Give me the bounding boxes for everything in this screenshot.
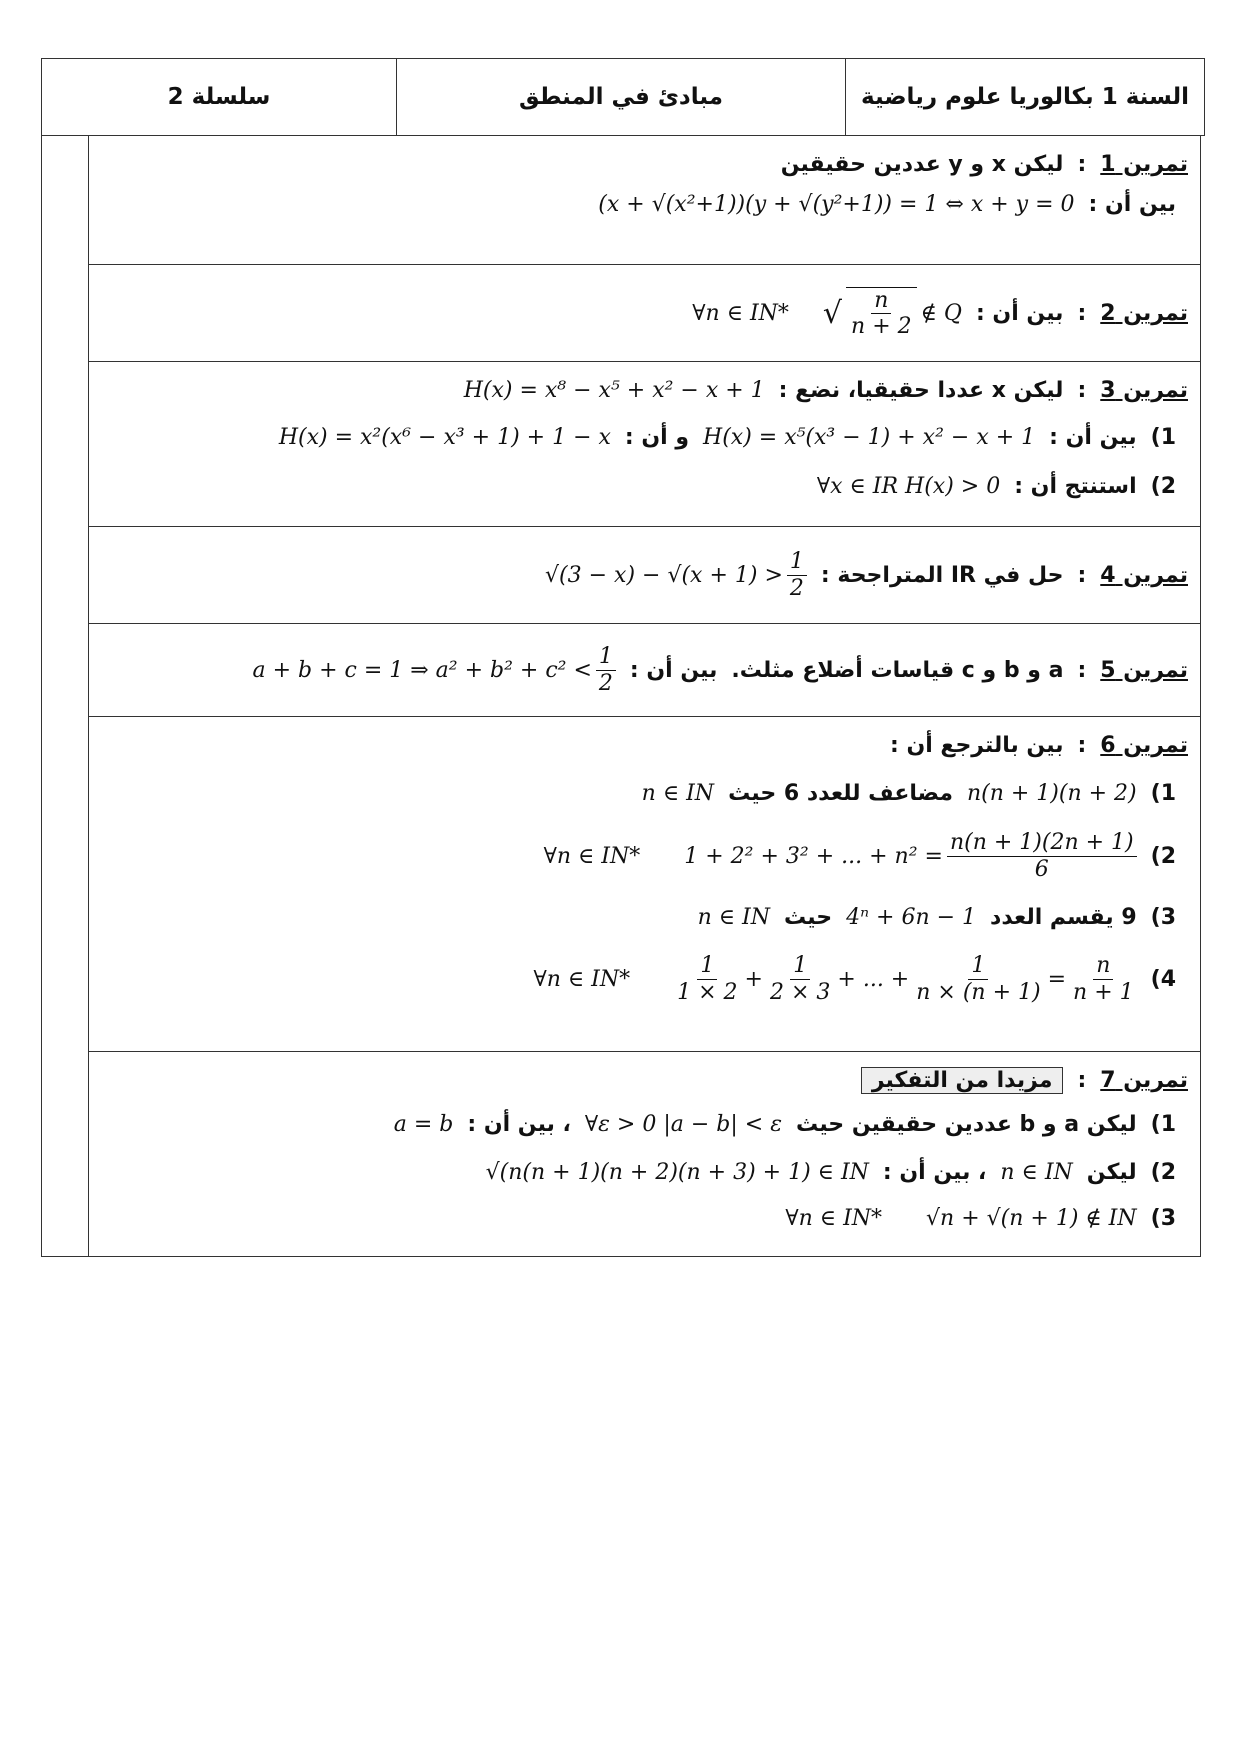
exercises-box bbox=[41, 136, 1201, 1257]
exercise-6-item-1-quantifier: n ∈ IN bbox=[641, 780, 715, 806]
exercise-6-item-1-text: مضاعف للعدد 6 حيث bbox=[728, 780, 953, 806]
exercise-7-item-2-formula: √(n(n + 1)(n + 2)(n + 3) + 1) ∈ IN bbox=[485, 1159, 869, 1185]
exercise-3-item-1-formula-1: H(x) = x⁵(x³ − 1) + x² − x + 1 bbox=[703, 424, 1036, 450]
exercise-5-frac-den: 2 bbox=[598, 670, 613, 696]
exercise-2: تمرين 2 : بين أن : √ $\frac{n}{n + 2}$ ∉ Q ∀n ∈ IN* bbox=[89, 265, 1200, 362]
exercise-6-item-4-frac-2-den: 2 × 3 bbox=[769, 979, 831, 1005]
margin-column bbox=[88, 136, 89, 1256]
exercise-5: تمرين 5 : a و b و c قياسات أضلاع مثلث. بين أن : a + b + c = 1 ⇒ a² + b² + c² < $\frac{1}{2}$ bbox=[89, 624, 1200, 717]
exercise-4-title: تمرين 4 bbox=[1100, 562, 1188, 588]
exercise-6-item-1-formula: n(n + 1)(n + 2) bbox=[966, 780, 1137, 806]
exercise-6-item-4-quantifier: ∀n ∈ IN* bbox=[533, 966, 631, 992]
exercise-2-rad-den: n + 2 bbox=[851, 314, 912, 339]
exercise-6-item-3-text-2: حيث bbox=[783, 904, 833, 930]
exercise-7-item-1-prompt: ، بين أن : bbox=[467, 1111, 571, 1137]
exercise-5-formula bbox=[252, 644, 615, 696]
exercise-3-item-1-num: 1) bbox=[1150, 424, 1176, 450]
header-table bbox=[41, 58, 1205, 136]
exercise-6-item-2-frac-den: 6 bbox=[1034, 856, 1049, 882]
exercise-6-item-3-formula: 4ⁿ + 6n − 1 bbox=[846, 904, 977, 930]
worksheet bbox=[41, 58, 1201, 1257]
level-label: السنة 1 بكالوريا علوم رياضية bbox=[846, 59, 1205, 136]
exercise-3-item-1-conj: و أن : bbox=[624, 424, 690, 450]
series-label: سلسلة 2 bbox=[42, 59, 397, 136]
exercise-7-item-3-formula: √n + √(n + 1) ∉ IN bbox=[926, 1205, 1137, 1231]
exercise-6-intro: بين بالترجع أن : bbox=[889, 732, 1064, 758]
exercise-7-subtitle: مزيدا من التفكير bbox=[861, 1067, 1064, 1094]
exercise-6-item-4-frac-1-den: 1 × 2 bbox=[677, 979, 738, 1005]
exercise-7-item-3-num: 3) bbox=[1150, 1205, 1176, 1231]
exercise-4: تمرين 4 : حل في IR المتراجحة : √(3 − x) − √(x + 1) > $\frac{1}{2}$ bbox=[89, 527, 1200, 624]
exercise-3-item-2-text: استنتج أن : bbox=[1014, 473, 1137, 499]
exercise-2-rad-num: n bbox=[871, 288, 891, 314]
exercise-7-item-2-num: 2) bbox=[1150, 1159, 1176, 1185]
exercise-6-item-2-lhs: 1 + 2² + 3² + ... + n² = bbox=[684, 843, 943, 869]
exercise-6-item-4-formula: $\frac{1}{1 \times 2}$ + $\frac{1}{2 \times 3}$ + ... + $\frac{1}{n \times (n + 1)}$ = $\frac{n}{n + 1}$ bbox=[674, 953, 1137, 1005]
exercise-3-intro: ليكن x عددا حقيقيا، نضع : bbox=[778, 377, 1064, 403]
exercise-6-item-4-result-num: n bbox=[1093, 953, 1113, 979]
exercise-1-prompt: بين أن : bbox=[1088, 191, 1176, 217]
exercise-5-frac-num: 1 bbox=[596, 644, 616, 670]
exercise-5-lhs: a + b + c = 1 ⇒ a² + b² + c² < bbox=[252, 657, 592, 683]
exercise-3-item-2-num: 2) bbox=[1150, 473, 1176, 499]
exercise-2-prompt: بين أن : bbox=[975, 300, 1064, 326]
exercise-6-item-4-frac-1-num: 1 bbox=[697, 953, 717, 979]
exercise-4-frac-den: 2 bbox=[789, 575, 804, 601]
exercise-6-item-4-num: 4) bbox=[1150, 966, 1176, 992]
exercise-6-item-3-text: 9 يقسم العدد bbox=[990, 904, 1137, 930]
exercise-4-frac-num: 1 bbox=[787, 549, 807, 575]
exercise-6-item-2-formula bbox=[684, 830, 1136, 882]
exercise-3-title: تمرين 3 bbox=[1100, 377, 1188, 403]
exercise-1-intro: ليكن x و y عددين حقيقين bbox=[780, 151, 1064, 177]
exercise-6-item-4-result-den: n + 1 bbox=[1073, 979, 1134, 1005]
exercise-6-item-4-frac-3-den: n × (n + 1) bbox=[916, 979, 1041, 1005]
exercise-7-item-2-prompt: ، بين أن : bbox=[882, 1159, 987, 1185]
exercise-2-title: تمرين 2 bbox=[1100, 300, 1188, 326]
exercise-6-item-4-frac-3-num: 1 bbox=[968, 953, 988, 979]
exercise-7-title: تمرين 7 bbox=[1100, 1067, 1188, 1093]
exercise-7-item-1-num: 1) bbox=[1150, 1111, 1176, 1137]
exercise-7-item-1-text: ليكن a و b عددين حقيقين حيث bbox=[796, 1111, 1137, 1137]
exercise-6-item-2-quantifier: ∀n ∈ IN* bbox=[543, 843, 641, 869]
exercise-2-formula: √ $\frac{n}{n + 2}$ ∉ Q bbox=[822, 287, 962, 339]
exercise-3-definition: H(x) = x⁸ − x⁵ + x² − x + 1 bbox=[463, 377, 765, 403]
exercise-3-item-1-formula-2: H(x) = x²(x⁶ − x³ + 1) + 1 − x bbox=[278, 424, 611, 450]
exercise-6-item-4-dots: + ... + bbox=[837, 966, 910, 992]
exercise-1-title: تمرين 1 bbox=[1100, 151, 1188, 177]
topic-label: مبادئ في المنطق bbox=[397, 59, 846, 136]
exercise-2-notin: ∉ Q bbox=[920, 300, 962, 326]
exercise-4-lhs: √(3 − x) − √(x + 1) > bbox=[545, 562, 783, 588]
exercise-1-formula: (x + √(x²+1))(y + √(y²+1)) = 1 ⇔ x + y = 0 bbox=[598, 191, 1075, 217]
exercise-1: تمرين 1 : ليكن x و y عددين حقيقين بين أن : (x + √(x²+1))(y + √(y²+1)) = 1 ⇔ x + y = 0 bbox=[89, 136, 1200, 265]
exercise-6-title: تمرين 6 bbox=[1100, 732, 1188, 758]
exercise-2-quantifier: ∀n ∈ IN* bbox=[692, 300, 789, 326]
exercise-7-item-1-formula: ∀ε > 0 |a − b| < ε bbox=[584, 1111, 783, 1137]
exercise-3-item-2-formula: ∀x ∈ IR H(x) > 0 bbox=[816, 473, 1001, 499]
exercise-5-prompt: بين أن : bbox=[629, 657, 718, 683]
exercise-3-item-1-text: بين أن : bbox=[1049, 424, 1137, 450]
exercise-7: تمرين 7 : مزيدا من التفكير 1) ليكن a و b عددين حقيقين حيث ∀ε > 0 |a − b| < ε ، بين أن : a = b 2) ليكن n ∈ IN ، بين أن : √(n(n + 1)(n + 2)(n + 3) + 1) ∈ IN 3) √n + √(n + 1) ∉ IN ∀n ∈ IN* bbox=[393, 1067, 1188, 1231]
exercise-7-item-1-result: a = b bbox=[393, 1111, 454, 1137]
exercise-6-item-2-num: 2) bbox=[1150, 843, 1176, 869]
exercise-7-item-2-text: ليكن bbox=[1086, 1159, 1137, 1185]
exercise-4-formula bbox=[545, 549, 807, 601]
exercise-6-item-1-num: 1) bbox=[1150, 780, 1176, 806]
exercise-6: تمرين 6 : بين بالترجع أن : 1) n(n + 1)(n + 2) مضاعف للعدد 6 حيث n ∈ IN 2) 1 + 2² + 3² + ... + n² = $\frac{n(n + 1)(2n + 1)}{6}$ ∀n ∈ IN* 3) 9 يقسم العدد 4ⁿ + 6n − 1 حيث n ∈ IN 4) $\frac{1}{1 \times 2}$ + $\frac{1}{2 \times 3}$ + ... + $\frac{1}{n \times (n + 1)}$ = $\frac{n}{n + 1}$ ∀n ∈ IN* bbox=[89, 717, 1200, 1052]
exercise-7-item-3-quantifier: ∀n ∈ IN* bbox=[785, 1205, 883, 1231]
exercise-6-item-3-quantifier: n ∈ IN bbox=[697, 904, 770, 930]
exercise-6-item-4-frac-2-num: 1 bbox=[790, 953, 810, 979]
exercise-6-item-3-num: 3) bbox=[1150, 904, 1176, 930]
exercise-4-text: حل في IR المتراجحة : bbox=[820, 562, 1064, 588]
exercise-7-item-2-quantifier: n ∈ IN bbox=[1000, 1159, 1073, 1185]
exercise-5-title: تمرين 5 bbox=[1100, 657, 1188, 683]
exercise-6-item-2-frac-num: n(n + 1)(2n + 1) bbox=[947, 830, 1137, 856]
exercise-5-text: a و b و c قياسات أضلاع مثلث. bbox=[731, 657, 1064, 683]
exercise-3: تمرين 3 : ليكن x عددا حقيقيا، نضع : H(x) = x⁸ − x⁵ + x² − x + 1 1) بين أن : H(x) = x⁵(x³ − 1) + x² − x + 1 و أن : H(x) = x²(x⁶ − x³ + 1) + 1 − x 2) استنتج أن : ∀x ∈ IR H(x) > 0 bbox=[89, 362, 1200, 527]
